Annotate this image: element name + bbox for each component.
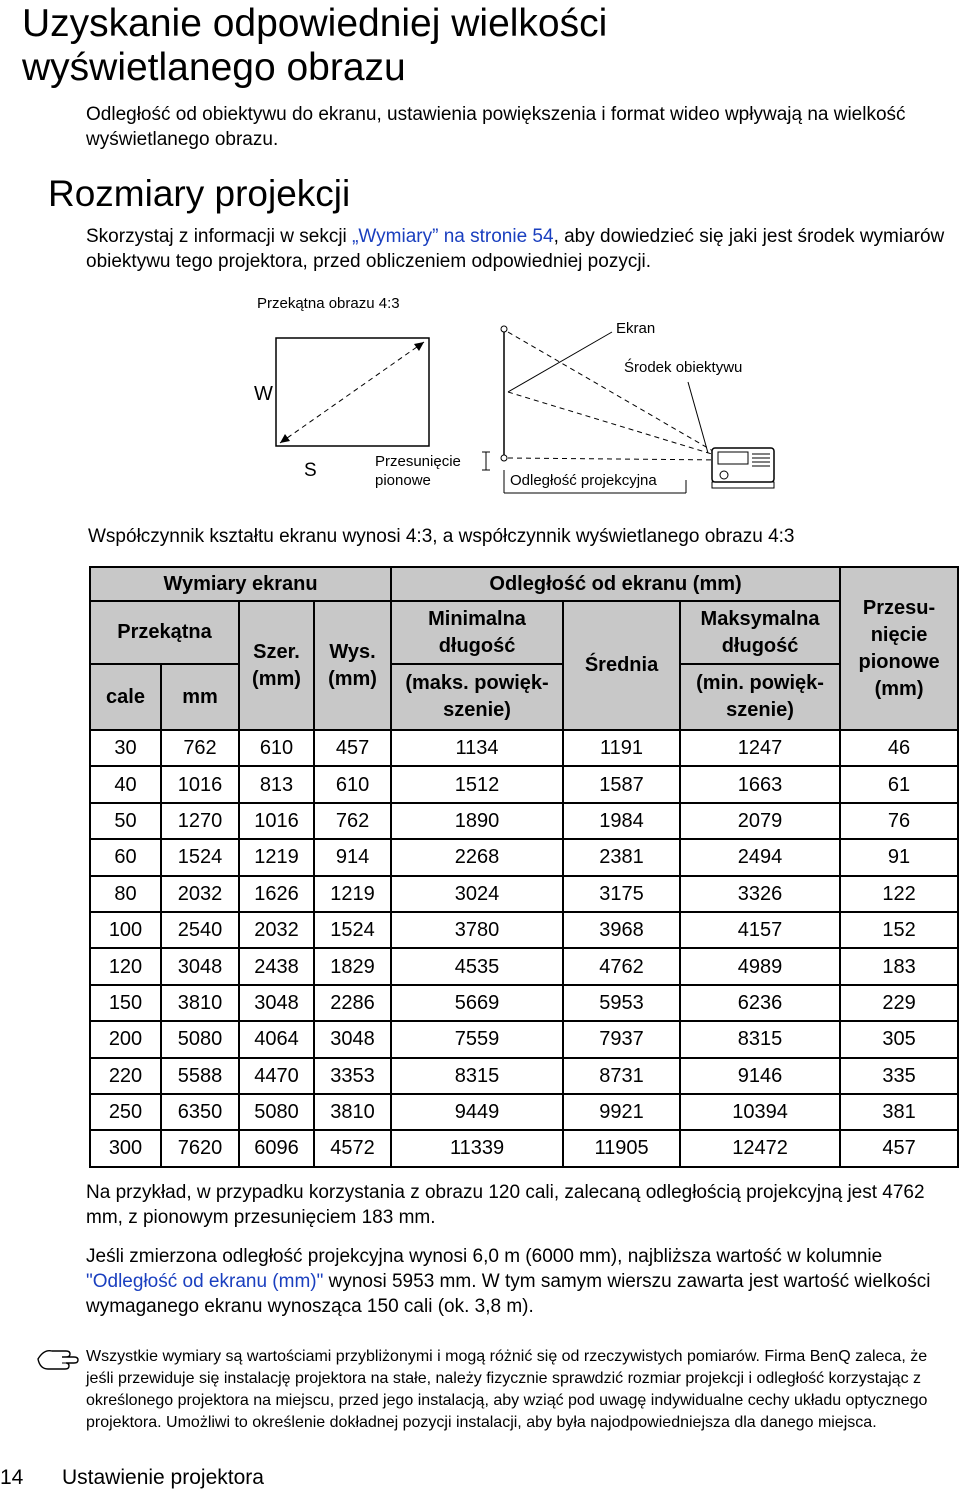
table-cell: 4157 bbox=[680, 912, 840, 948]
measure-text-after: wynosi 5953 mm. W tym samym wierszu zawarta jest wartość wielkości wymaganego ekranu wynosząca 150 cali (ok. 3,8 m). bbox=[86, 1271, 931, 1317]
measure-text bbox=[86, 1244, 956, 1319]
table-cell: 2032 bbox=[161, 876, 239, 912]
table-cell: 3326 bbox=[680, 876, 840, 912]
dimensions-link[interactable]: „Wymiary” na stronie 54 bbox=[352, 226, 554, 247]
table-cell: 80 bbox=[90, 876, 161, 912]
table-cell: 1890 bbox=[391, 803, 563, 839]
note-hand-icon bbox=[36, 1345, 80, 1373]
projection-diagram bbox=[0, 288, 960, 513]
vshift-label-line2: pionowe bbox=[375, 472, 431, 489]
table-cell: 457 bbox=[840, 1130, 958, 1166]
w-label: W bbox=[254, 383, 273, 405]
table-cell: 1512 bbox=[391, 766, 563, 802]
table-cell: 3048 bbox=[314, 1021, 391, 1057]
table-cell: 381 bbox=[840, 1094, 958, 1130]
diagonal-arrowhead-bottom bbox=[280, 434, 290, 443]
table-row bbox=[90, 1058, 958, 1094]
table-cell: 762 bbox=[314, 803, 391, 839]
table-cell: 7559 bbox=[391, 1021, 563, 1057]
th-width: Szer. (mm) bbox=[239, 601, 314, 730]
table-cell: 152 bbox=[840, 912, 958, 948]
table-cell: 2494 bbox=[680, 839, 840, 875]
table-cell: 762 bbox=[161, 730, 239, 766]
vshift-label-line1: Przesunięcie bbox=[375, 453, 461, 470]
table-cell: 610 bbox=[314, 766, 391, 802]
footer-page-number: 14 bbox=[0, 1466, 24, 1489]
table-cell: 2438 bbox=[239, 948, 314, 984]
table-row bbox=[90, 876, 958, 912]
table-cell: 1524 bbox=[161, 839, 239, 875]
table-cell: 1016 bbox=[161, 766, 239, 802]
beam-top bbox=[508, 332, 725, 458]
table-cell: 11339 bbox=[391, 1130, 563, 1166]
example-text: Na przykład, w przypadku korzystania z obrazu 120 cali, zalecaną odległością projekcyjną jest 4762 mm, z pionowym przesunięciem 183 mm. bbox=[86, 1182, 925, 1228]
table-cell: 11905 bbox=[563, 1130, 680, 1166]
table-row bbox=[90, 766, 958, 802]
table-cell: 4989 bbox=[680, 948, 840, 984]
table-row bbox=[90, 1130, 958, 1166]
table-cell: 6236 bbox=[680, 985, 840, 1021]
table-cell: 250 bbox=[90, 1094, 161, 1130]
table-cell: 10394 bbox=[680, 1094, 840, 1130]
section-text-after: , aby dowiedzieć się jaki jest środek wymiarów obiektywu tego projektora, przed obliczeniem odpowiedniej pozycji. bbox=[86, 226, 945, 272]
table-cell: 305 bbox=[840, 1021, 958, 1057]
table-cell: 3048 bbox=[161, 948, 239, 984]
table-cell: 5080 bbox=[161, 1021, 239, 1057]
table-cell: 3780 bbox=[391, 912, 563, 948]
intro-text: Odległość od obiektywu do ekranu, ustawienia powiększenia i format wideo wpływają na wielkość wyświetlanego obrazu. bbox=[86, 104, 906, 150]
table-cell: 1191 bbox=[563, 730, 680, 766]
table-cell: 120 bbox=[90, 948, 161, 984]
table-cell: 1524 bbox=[314, 912, 391, 948]
table-row bbox=[90, 839, 958, 875]
table-cell: 91 bbox=[840, 839, 958, 875]
table-cell: 813 bbox=[239, 766, 314, 802]
table-cell: 3968 bbox=[563, 912, 680, 948]
table-cell: 122 bbox=[840, 876, 958, 912]
section-text bbox=[86, 224, 956, 274]
th-max-zoom: (min. powięk-szenie) bbox=[680, 664, 840, 730]
table-cell: 50 bbox=[90, 803, 161, 839]
table-cell: 914 bbox=[314, 839, 391, 875]
table-cell: 7620 bbox=[161, 1130, 239, 1166]
table-cell: 1984 bbox=[563, 803, 680, 839]
table-cell: 60 bbox=[90, 839, 161, 875]
distance-column-link: "Odległość od ekranu (mm)" bbox=[86, 1271, 324, 1292]
table-cell: 4535 bbox=[391, 948, 563, 984]
table-cell: 2079 bbox=[680, 803, 840, 839]
table-cell: 7937 bbox=[563, 1021, 680, 1057]
table-cell: 200 bbox=[90, 1021, 161, 1057]
page-title bbox=[22, 2, 607, 90]
note-text: Wszystkie wymiary są wartościami przybliżonymi i mogą różnić się od rzeczywistych pomiarów. Firma BenQ zaleca, że jeśli przewiduje się instalację projektora na stałe, należy fizycznie sprawdzić rozmiar projekcji i odległość korzystając z określonego projektora na miejscu, przed jego instalacją, aby wziąć pod uwagę indywidualne cechy układu optycznego projektora. Umożliwi to określenie dokładnej pozycji instalacji, aby była najodpowiedniejsza dla danego miejsca. bbox=[86, 1348, 928, 1431]
table-cell: 4470 bbox=[239, 1058, 314, 1094]
th-min-length: Minimalna długość bbox=[391, 601, 563, 664]
table-cell: 9449 bbox=[391, 1094, 563, 1130]
table-cell: 229 bbox=[840, 985, 958, 1021]
table-cell: 100 bbox=[90, 912, 161, 948]
page-title-line2: wyświetlanego obrazu bbox=[22, 46, 406, 89]
table-cell: 457 bbox=[314, 730, 391, 766]
aspect-text: Współczynnik kształtu ekranu wynosi 4:3, a współczynnik wyświetlanego obrazu 4:3 bbox=[88, 526, 795, 547]
th-min-zoom: (maks. powięk-szenie) bbox=[391, 664, 563, 730]
table-cell: 1626 bbox=[239, 876, 314, 912]
table-cell: 150 bbox=[90, 985, 161, 1021]
measure-text-before: Jeśli zmierzona odległość projekcyjna wynosi 6,0 m (6000 mm), najbliższa wartość w kolumnie bbox=[86, 1246, 883, 1267]
table-body bbox=[90, 730, 958, 1167]
table-cell: 1219 bbox=[314, 876, 391, 912]
screen-top-marker bbox=[501, 326, 507, 332]
table-cell: 3810 bbox=[161, 985, 239, 1021]
th-screen: Wymiary ekranu bbox=[90, 567, 391, 601]
table-cell: 3175 bbox=[563, 876, 680, 912]
diagonal-line bbox=[280, 342, 424, 443]
table-row bbox=[90, 730, 958, 766]
table-cell: 335 bbox=[840, 1058, 958, 1094]
table-cell: 12472 bbox=[680, 1130, 840, 1166]
table-cell: 76 bbox=[840, 803, 958, 839]
table-cell: 610 bbox=[239, 730, 314, 766]
table-cell: 2540 bbox=[161, 912, 239, 948]
table-cell: 9921 bbox=[563, 1094, 680, 1130]
th-shift: Przesu-nięcie pionowe (mm) bbox=[840, 567, 958, 730]
beam-bottom bbox=[508, 458, 725, 460]
table-row bbox=[90, 1094, 958, 1130]
table-cell: 1134 bbox=[391, 730, 563, 766]
section-text-before: Skorzystaj z informacji w sekcji bbox=[86, 226, 353, 247]
table-cell: 300 bbox=[90, 1130, 161, 1166]
table-cell: 9146 bbox=[680, 1058, 840, 1094]
th-diagonal: Przekątna bbox=[90, 601, 239, 664]
table-cell: 5669 bbox=[391, 985, 563, 1021]
s-label: S bbox=[304, 460, 317, 481]
table-cell: 5953 bbox=[563, 985, 680, 1021]
th-average: Średnia bbox=[563, 601, 680, 730]
table-cell: 40 bbox=[90, 766, 161, 802]
table-row bbox=[90, 985, 958, 1021]
table-row bbox=[90, 912, 958, 948]
table-cell: 8315 bbox=[391, 1058, 563, 1094]
table-cell: 2286 bbox=[314, 985, 391, 1021]
th-mm: mm bbox=[161, 664, 239, 730]
table-row bbox=[90, 803, 958, 839]
dimensions-table bbox=[89, 566, 959, 1168]
table-row bbox=[90, 1021, 958, 1057]
th-max-length: Maksymalna długość bbox=[680, 601, 840, 664]
table-cell: 5080 bbox=[239, 1094, 314, 1130]
projector-icon bbox=[712, 448, 774, 488]
table-cell: 1663 bbox=[680, 766, 840, 802]
table-cell: 1587 bbox=[563, 766, 680, 802]
table-cell: 8731 bbox=[563, 1058, 680, 1094]
th-distance: Odległość od ekranu (mm) bbox=[391, 567, 840, 601]
table-cell: 3048 bbox=[239, 985, 314, 1021]
table-cell: 1219 bbox=[239, 839, 314, 875]
table-cell: 4572 bbox=[314, 1130, 391, 1166]
table-cell: 2032 bbox=[239, 912, 314, 948]
table-cell: 1270 bbox=[161, 803, 239, 839]
table-cell: 6096 bbox=[239, 1130, 314, 1166]
table-cell: 3810 bbox=[314, 1094, 391, 1130]
table-row bbox=[90, 948, 958, 984]
table-cell: 3353 bbox=[314, 1058, 391, 1094]
table-cell: 1247 bbox=[680, 730, 840, 766]
table-cell: 5588 bbox=[161, 1058, 239, 1094]
table-cell: 1016 bbox=[239, 803, 314, 839]
page-title-line1: Uzyskanie odpowiedniej wielkości bbox=[22, 2, 608, 45]
diagonal-arrowhead-top bbox=[414, 342, 424, 351]
screen-bottom-marker bbox=[501, 455, 507, 461]
table-cell: 183 bbox=[840, 948, 958, 984]
table-cell: 61 bbox=[840, 766, 958, 802]
table-cell: 4064 bbox=[239, 1021, 314, 1057]
table-cell: 220 bbox=[90, 1058, 161, 1094]
th-height: Wys. (mm) bbox=[314, 601, 391, 730]
table-cell: 46 bbox=[840, 730, 958, 766]
table-cell: 30 bbox=[90, 730, 161, 766]
beam-middle bbox=[508, 392, 725, 458]
table-cell: 8315 bbox=[680, 1021, 840, 1057]
section-title: Rozmiary projekcji bbox=[48, 173, 351, 214]
table-cell: 2381 bbox=[563, 839, 680, 875]
diag-label: Przekątna obrazu 4:3 bbox=[257, 295, 400, 312]
table-cell: 3024 bbox=[391, 876, 563, 912]
distance-label: Odległość projekcyjna bbox=[510, 472, 657, 489]
th-inches: cale bbox=[90, 664, 161, 730]
screen-label: Ekran bbox=[616, 320, 656, 337]
lens-label: Środek obiektywu bbox=[624, 359, 743, 376]
table-cell: 1829 bbox=[314, 948, 391, 984]
table-cell: 4762 bbox=[563, 948, 680, 984]
table-cell: 6350 bbox=[161, 1094, 239, 1130]
table-cell: 2268 bbox=[391, 839, 563, 875]
footer-section-title: Ustawienie projektora bbox=[62, 1466, 264, 1489]
